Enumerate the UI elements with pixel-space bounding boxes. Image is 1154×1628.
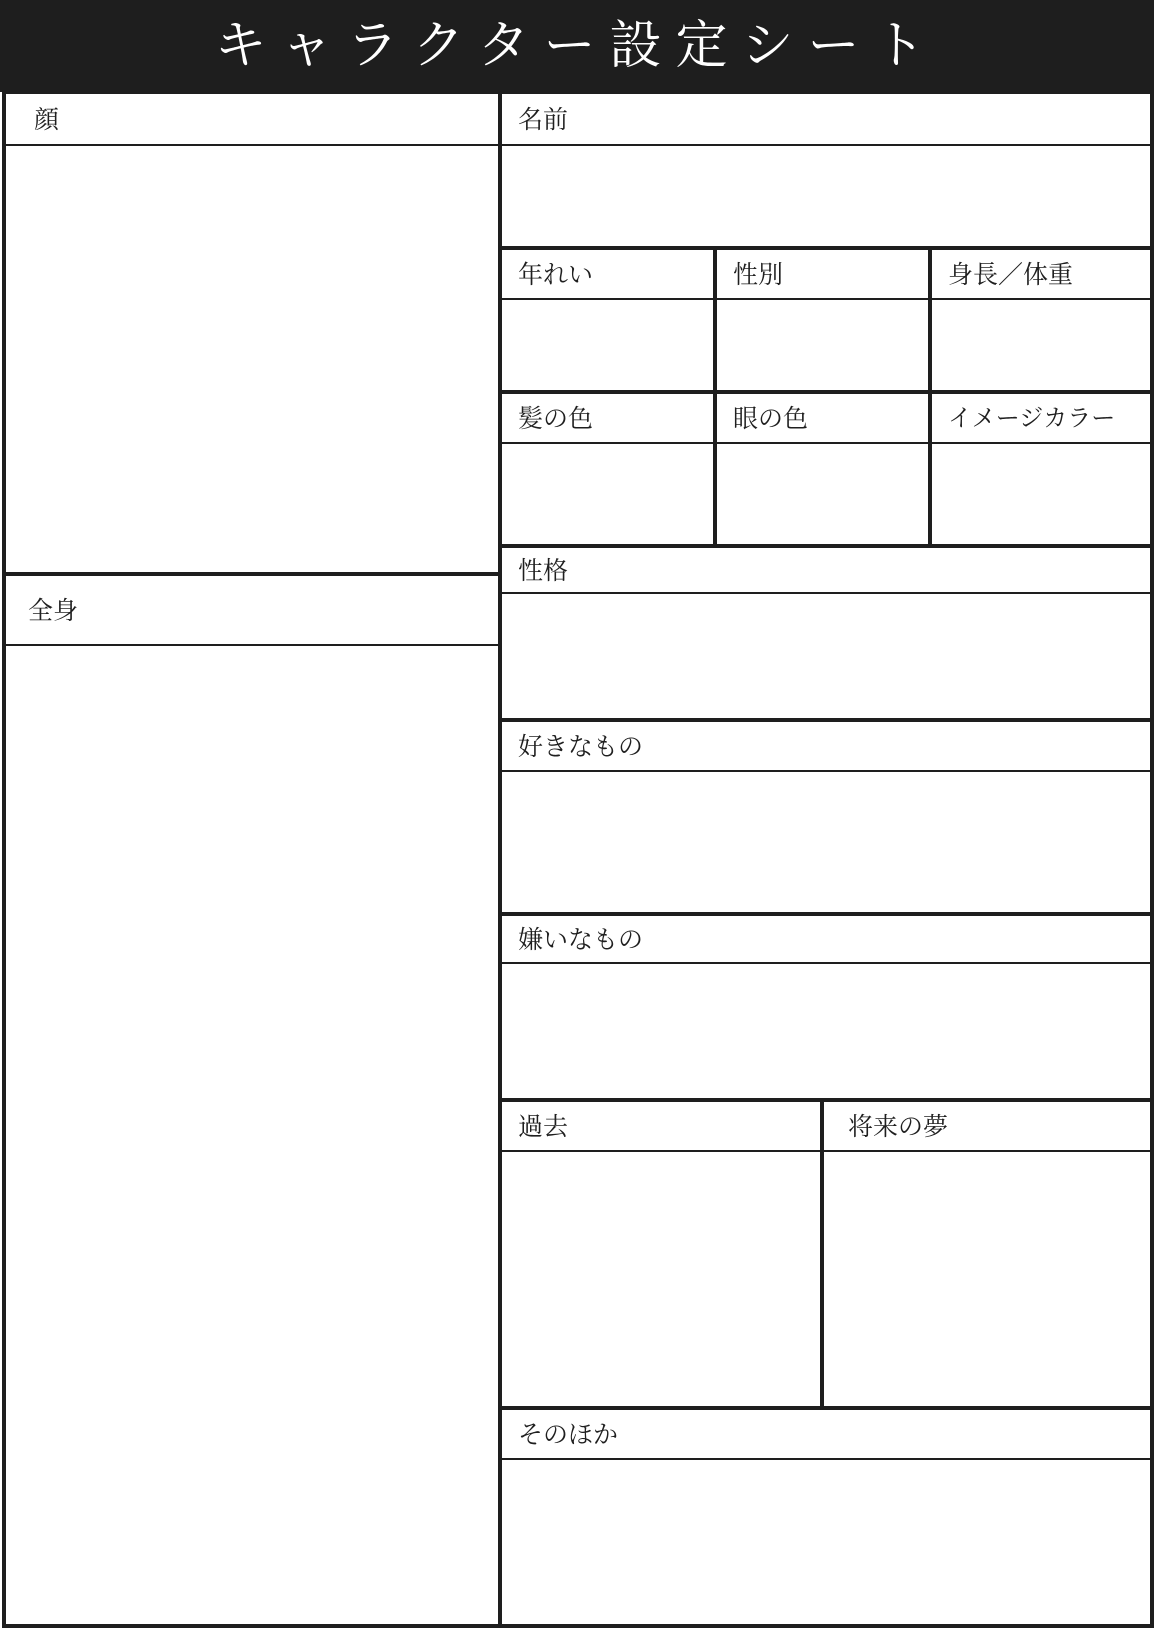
age-section xyxy=(498,246,717,394)
likes-label: 好きなもの xyxy=(502,722,1150,772)
past-field[interactable] xyxy=(502,1152,820,1406)
likes-field[interactable] xyxy=(502,772,1150,912)
face-section xyxy=(2,90,502,576)
full-body-label: 全身 xyxy=(6,576,498,646)
image-color-field[interactable] xyxy=(932,444,1150,544)
name-label: 名前 xyxy=(502,94,1150,146)
likes-section xyxy=(498,718,1154,916)
dislikes-section xyxy=(498,912,1154,1102)
past-label: 過去 xyxy=(502,1102,820,1152)
sheet-title: キャラクター設定シート xyxy=(214,16,940,76)
future-dream-label: 将来の夢 xyxy=(824,1102,1150,1152)
dislikes-label: 嫌いなもの xyxy=(502,916,1150,964)
image-color-label: イメージカラー xyxy=(932,394,1150,444)
other-field[interactable] xyxy=(502,1460,1150,1624)
eye-color-section xyxy=(713,390,932,548)
future-dream-field[interactable] xyxy=(824,1152,1150,1406)
gender-label: 性別 xyxy=(717,250,928,300)
eye-color-field[interactable] xyxy=(717,444,928,544)
dislikes-field[interactable] xyxy=(502,964,1150,1098)
full-body-section xyxy=(2,572,502,1628)
height-weight-section xyxy=(928,246,1154,394)
name-section xyxy=(498,90,1154,250)
face-drawing-area[interactable] xyxy=(6,146,498,572)
face-label: 顔 xyxy=(6,94,498,146)
personality-label: 性格 xyxy=(502,548,1150,594)
age-field[interactable] xyxy=(502,300,713,390)
height-weight-label: 身長／体重 xyxy=(932,250,1150,300)
hair-color-section xyxy=(498,390,717,548)
other-label: そのほか xyxy=(502,1410,1150,1460)
future-dream-section xyxy=(820,1098,1154,1410)
name-field[interactable] xyxy=(502,146,1150,246)
hair-color-label: 髪の色 xyxy=(502,394,713,444)
other-section xyxy=(498,1406,1154,1628)
age-label: 年れい xyxy=(502,250,713,300)
gender-section xyxy=(713,246,932,394)
image-color-section xyxy=(928,390,1154,548)
hair-color-field[interactable] xyxy=(502,444,713,544)
eye-color-label: 眼の色 xyxy=(717,394,928,444)
title-bar xyxy=(0,0,1154,92)
height-weight-field[interactable] xyxy=(932,300,1150,390)
personality-field[interactable] xyxy=(502,594,1150,718)
personality-section xyxy=(498,544,1154,722)
gender-field[interactable] xyxy=(717,300,928,390)
full-body-drawing-area[interactable] xyxy=(6,646,498,1624)
past-section xyxy=(498,1098,824,1410)
